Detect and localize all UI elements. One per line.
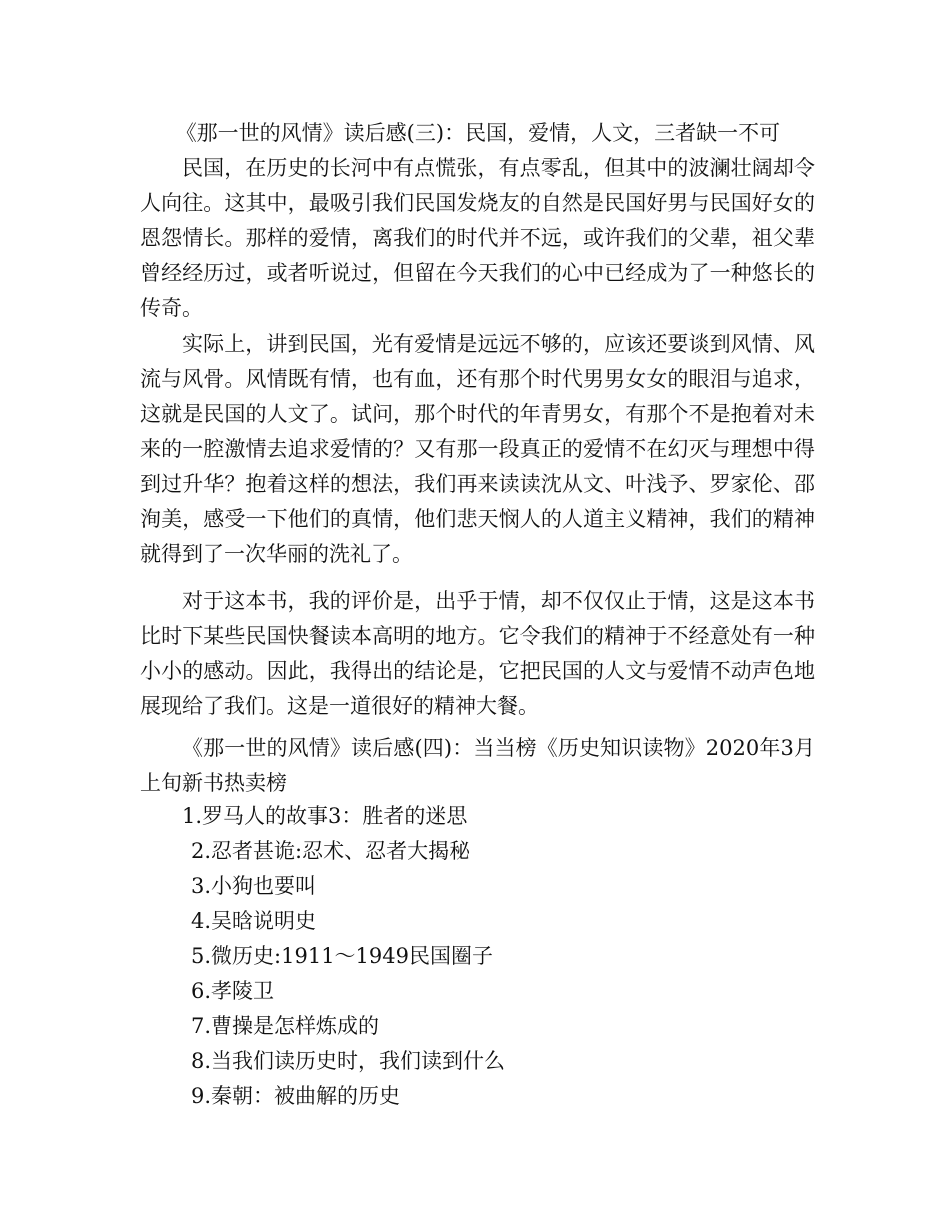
paragraph-3: 对于这本书，我的评价是，出乎于情，却不仅仅止于情，这是这本书比时下某些民国快餐读本高明的地方。它令我们的精神于不经意处有一种小小的感动。因此，我得出的结论是，它把民国的人文与爱情不动声色地展现给了我们。这是一道很好的精神大餐。 <box>140 589 815 718</box>
list-item: 5.微历史:1911～1949民国圈子 <box>191 944 493 968</box>
paragraph-1: 民国，在历史的长河中有点慌张，有点零乱，但其中的波澜壮阔却令人向往。这其中，最吸引我们民国发烧友的自然是民国好男与民国好女的恩怨情长。那样的爱情，离我们的时代并不远，或许我们的父辈，祖父辈曾经经历过，或者听说过，但留在今天我们的心中已经成为了一种悠长的传奇。 <box>140 156 815 320</box>
list-item: 2.忍者甚诡:忍术、忍者大揭秘 <box>191 839 471 863</box>
list-item: 3.小狗也要叫 <box>191 874 317 898</box>
list-item: 4.吴晗说明史 <box>191 909 317 933</box>
section-3-title: 《那一世的风情》读后感(三)：民国，爱情，人文，三者缺一不可 <box>175 121 781 145</box>
list-item: 6.孝陵卫 <box>191 979 275 1003</box>
list-item: 9.秦朝：被曲解的历史 <box>191 1084 401 1108</box>
list-item: 7.曹操是怎样炼成的 <box>191 1014 380 1038</box>
section-4-title: 《那一世的风情》读后感(四)：当当榜《历史知识读物》2020年3月上旬新书热卖榜 <box>140 736 816 795</box>
list-item: 8.当我们读历史时，我们读到什么 <box>191 1049 506 1073</box>
list-item: 1.罗马人的故事3：胜者的迷思 <box>182 804 468 828</box>
paragraph-2: 实际上，讲到民国，光有爱情是远远不够的，应该还要谈到风情、风流与风骨。风情既有情，也有血，还有那个时代男男女女的眼泪与追求，这就是民国的人文了。试问，那个时代的年青男女，有那个不是抱着对未来的一腔激情去追求爱情的？又有那一段真正的爱情不在幻灭与理想中得到过升华？抱着这样的想法，我们再来读读沈从文、叶浅予、罗家伦、邵洵美，感受一下他们的真情，他们悲天悯人的人道主义精神，我们的精神就得到了一次华丽的洗礼了。 <box>140 332 815 566</box>
